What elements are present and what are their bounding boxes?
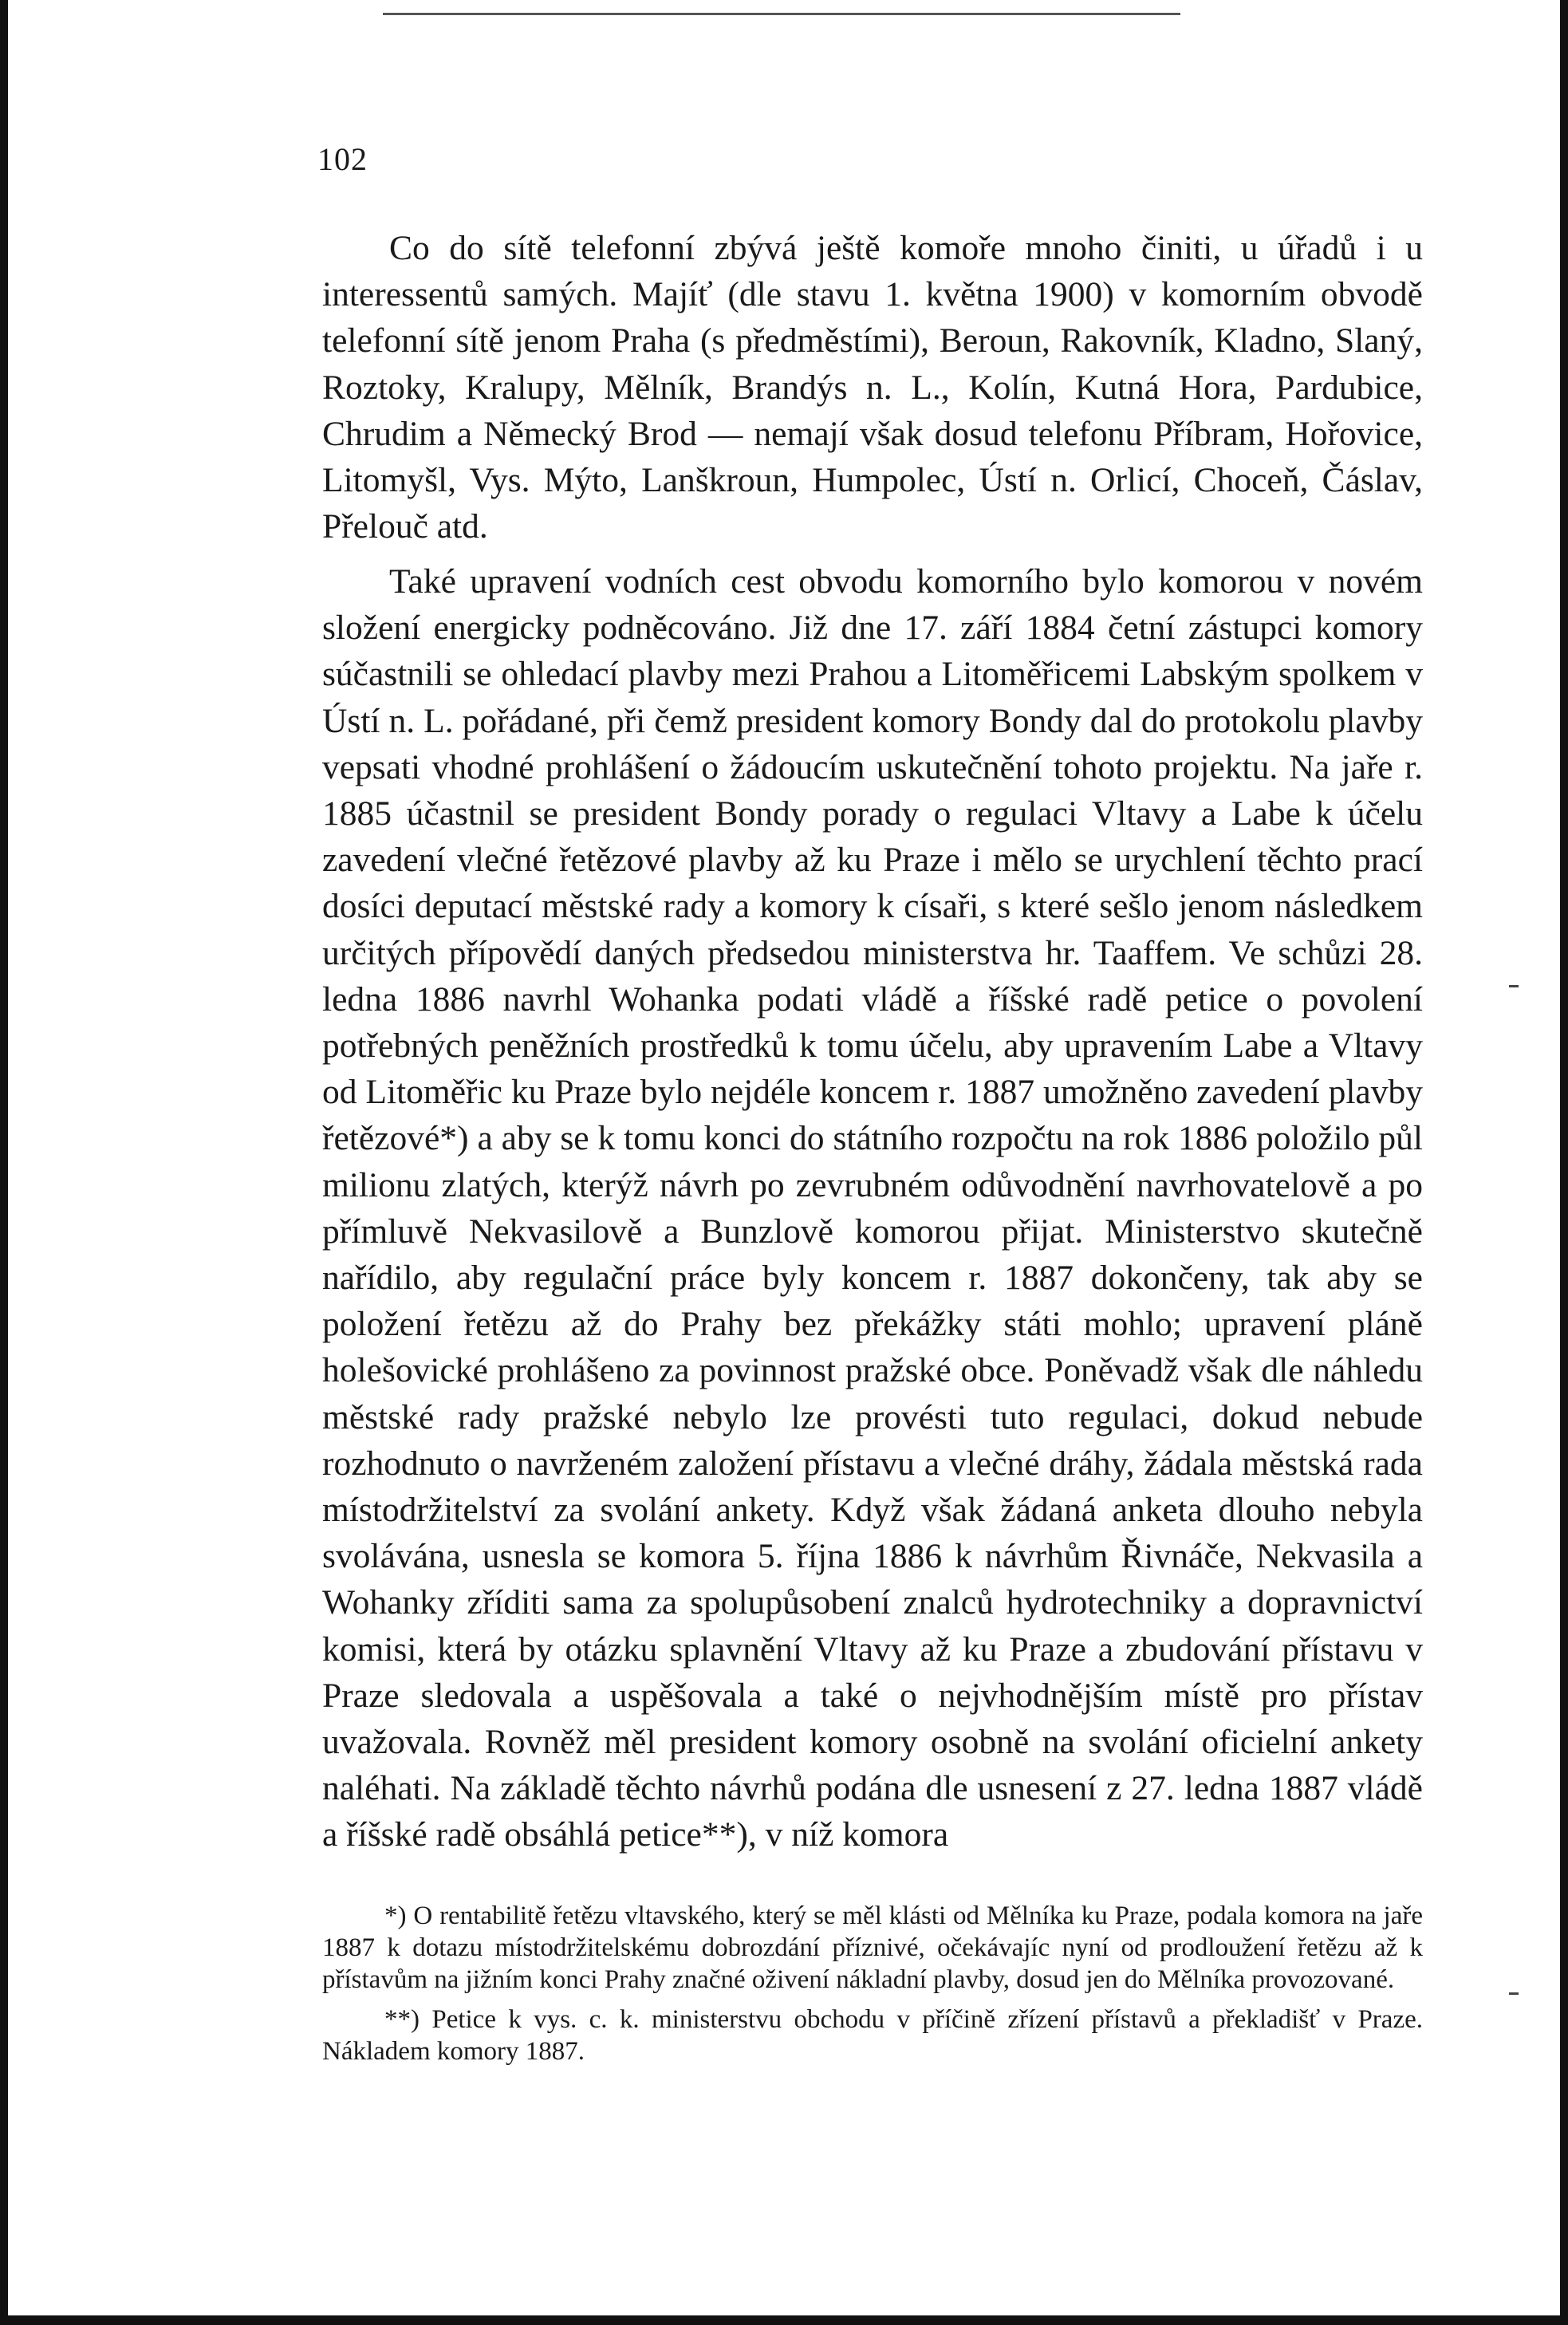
page-top-rule <box>383 13 1180 15</box>
margin-mark <box>1509 985 1519 987</box>
footnote-2: **) Petice k vys. c. k. ministerstvu obchodu v příčině zřízení přístavů a překladišť v Praze. Nákladem komory 1887. <box>322 2005 1423 2066</box>
margin-mark <box>1509 1992 1519 1995</box>
footnotes <box>322 1900 1423 2075</box>
scan-edge-left <box>0 0 8 2325</box>
paragraph-1-block <box>322 225 1423 550</box>
paragraph-waterways: Také upravení vodních cest obvodu komorního bylo komorou v novém složení energicky podněcováno. Již dne 17. září 1884 četní zástupci komory súčastnili se ohledací plavby mezi Prahou a Litoměřicemi Labským spolkem v Ústí n. L. pořádané, při čemž president komory Bondy dal do protokolu plavby vepsati vhodné prohlášení o žádoucím uskutečnění tohoto projektu. Na jaře r. 1885 účastnil se president Bondy porady o regulaci Vltavy a Labe k účelu zavedení vlečné řetězové plavby až ku Praze i mělo se urychlení těchto prací dosíci deputací městské rady a komory k císaři, s které sešlo jenom následkem určitých přípovědí daných předsedou ministerstva hr. Taaffem. Ve schůzi 28. ledna 1886 navrhl Wohanka podati vládě a říšské radě petice o povolení potřebných peněžních prostředků k tomu účelu, aby upravením Labe a Vltavy od Litoměřic ku Praze bylo nejdéle koncem r. 1887 umožněno zavedení plavby řetězové*) a aby se k tomu konci do státního rozpočtu na rok 1886 položilo půl milionu zlatých, kterýž návrh po zevrubném odůvodnění navrhovatelově a po přímluvě Nekvasilově a Bunzlově komorou přijat. Ministerstvo skutečně nařídilo, aby regulační práce byly koncem r. 1887 dokončeny, tak aby se položení řetězu až do Prahy bez překážky státi mohlo; upravení pláně holešovické prohlášeno za povinnost pražské obce. Poněvadž však dle náhledu městské rady pražské nebylo lze provésti tuto regulaci, dokud nebude rozhodnuto o navrženém založení přístavu a vlečné dráhy, žádala městská rada místodržitelství za svolání ankety. Když však žádaná anketa dlouho nebyla svolávána, usnesla se komora 5. října 1886 k návrhům Řivnáče, Nekvasila a Wohanky zříditi sama za spolupůsobení znalců hydrotechniky a dopravnictví komisi, která by otázku splavnění Vltavy až ku Praze a zbudování přístavu v Praze sledovala a uspěšovala a také o nejvhodnějším místě pro přístav uvažovala. Rovněž měl president komory osobně na svolání oficielní ankety naléhati. Na základě těchto návrhů podána dle usnesení z 27. ledna 1887 vládě a říšské radě obsáhlá petice**), v níž komora <box>322 562 1423 1854</box>
footnote-1: *) O rentabilitě řetězu vltavského, který se měl klásti od Mělníka ku Praze, podala komora na jaře 1887 k dotazu místodržitelskému dobrozdání příznivé, očekávajíc nyní od prodloužení řetězu až k přístavům na jižním konci Prahy značné oživení nákladní plavby, dosud jen do Mělníka provozované. <box>322 1901 1423 1994</box>
page-number: 102 <box>317 141 368 177</box>
scan-edge-right <box>1560 0 1568 2325</box>
paragraph-2-block <box>322 558 1423 1858</box>
paragraph-telephone-network: Co do sítě telefonní zbývá ještě komoře mnoho činiti, u úřadů i u interessentů samých. Majíť (dle stavu 1. května 1900) v komorním obvodě telefonní sítě jenom Praha (s předměstími), Beroun, Rakovník, Kladno, Slaný, Roztoky, Kralupy, Mělník, Brandýs n. L., Kolín, Kutná Hora, Pardubice, Chrudim a Německý Brod — nemají však dosud telefonu Příbram, Hořovice, Litomyšl, Vys. Mýto, Lanškroun, Humpolec, Ústí n. Orlicí, Choceň, Čáslav, Přelouč atd. <box>322 229 1423 546</box>
scan-edge-bottom <box>0 2315 1568 2325</box>
